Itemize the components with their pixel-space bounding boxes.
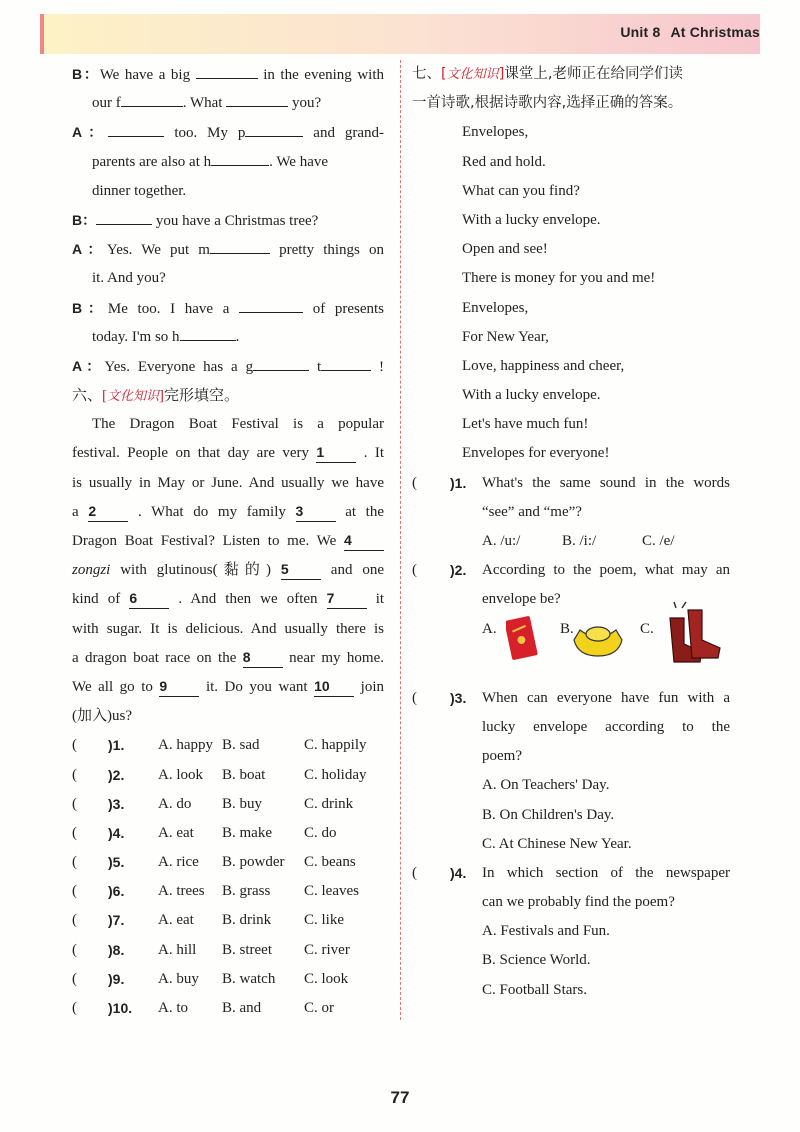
blank[interactable] [226, 89, 288, 107]
option-c[interactable]: C. drink [304, 795, 354, 812]
culture-tag: 文化知识 [446, 67, 499, 82]
option-c[interactable]: C. or [304, 1000, 334, 1016]
option-b[interactable]: B. and [222, 1000, 262, 1016]
poem-line: Envelopes for everyone! [462, 445, 610, 462]
red-envelope-icon [506, 616, 538, 661]
blank[interactable] [108, 119, 164, 137]
passage-line: The Dragon Boat Festival is a popular [92, 416, 384, 433]
question-line: envelope be? [482, 591, 561, 608]
option-b[interactable]: B. On Children's Day. [482, 806, 615, 823]
dialogue-line: A：Yes. We put m pretty things on [72, 235, 384, 264]
question-line: can we probably find the poem? [482, 894, 675, 911]
poem-line: With a lucky envelope. [462, 211, 601, 228]
cloze-blank-8[interactable]: 8 [243, 649, 283, 668]
dialogue-line: today. I'm so h . [72, 323, 384, 352]
passage-line: We all go to 9 it. Do you want 10 join [72, 677, 385, 695]
unit-label: Unit 8 [620, 24, 661, 40]
option-a[interactable]: A. buy [158, 970, 199, 987]
right-column [412, 60, 730, 1005]
question-4: ( )4. In which section of the newspaper [412, 864, 730, 881]
passage-line: is usually in May or June. And usually we have [72, 474, 384, 491]
option-c[interactable]: C. At Chinese New Year. [482, 835, 632, 852]
cloze-blank-4[interactable]: 4 [344, 532, 384, 551]
dialogue-line: A：Yes. Everyone has a g t ! [72, 352, 384, 381]
poem-line: Let's have much fun! [462, 416, 589, 433]
blank[interactable] [180, 323, 236, 341]
blank[interactable] [239, 295, 303, 313]
blank[interactable] [211, 148, 269, 166]
poem [412, 118, 730, 468]
dialogue-line: it. And you? [92, 270, 166, 287]
option-a[interactable]: A. do [158, 795, 192, 812]
cloze-blank-9[interactable]: 9 [159, 678, 199, 697]
cloze-option-row: ( )3. A. do B. buy C. drink [72, 790, 384, 819]
option-a[interactable]: A. to [158, 1000, 188, 1016]
option-b[interactable]: B. [560, 620, 574, 637]
unit-header [620, 24, 760, 40]
cloze-option-row: ( )5. A. rice B. powder C. beans [72, 848, 384, 877]
poem-line: Love, happiness and cheer, [462, 357, 625, 374]
question-3: ( )3. When can everyone have fun with a [412, 689, 730, 706]
option-c[interactable]: C. holiday [304, 766, 367, 783]
left-column [72, 60, 384, 1023]
gold-ingot-icon [574, 627, 622, 656]
section-7-heading: 七、[文化知识]课堂上,老师正在给同学们读 [412, 66, 683, 82]
poem-line: Envelopes, [462, 124, 529, 141]
option-b[interactable]: B. sad [222, 737, 260, 754]
cloze-options [72, 731, 384, 1023]
blank[interactable] [210, 236, 270, 254]
cloze-option-row: ( )9. A. buy B. watch C. look [72, 965, 384, 994]
dialogue-line: dinner together. [92, 182, 187, 199]
section-6-heading: 六、[文化知识]完形填空。 [72, 388, 240, 405]
option-a[interactable]: A. hill [158, 941, 197, 958]
answer-options [412, 527, 730, 556]
poem-line: What can you find? [462, 182, 580, 199]
cloze-option-row: ( )8. A. hill B. street C. river [72, 936, 384, 965]
blank[interactable] [321, 353, 371, 371]
option-a[interactable]: A. eat [158, 824, 194, 841]
option-a[interactable]: A. On Teachers' Day. [482, 777, 610, 794]
option-c[interactable]: C. look [304, 970, 349, 987]
option-b[interactable]: B. street [222, 941, 272, 958]
cloze-blank-5[interactable]: 5 [281, 561, 321, 580]
option-b[interactable]: B. Science World. [482, 952, 591, 969]
page-number: 77 [390, 1088, 410, 1107]
option-a[interactable]: A. rice [158, 854, 199, 871]
option-b[interactable]: B. /i:/ [562, 533, 597, 549]
passage-line: a 2 . What do my family 3 at the [72, 502, 385, 520]
unit-title-text: At Christmas [670, 24, 760, 40]
option-a[interactable]: A. happy [158, 737, 213, 754]
option-c[interactable]: C. /e/ [642, 533, 675, 549]
cloze-blank-7[interactable]: 7 [327, 590, 367, 609]
q2-pictures [506, 600, 736, 670]
dialogue-line: parents are also at h . We have [72, 148, 384, 177]
option-b[interactable]: B. drink [222, 912, 272, 929]
blank[interactable] [245, 119, 303, 137]
passage-line: a dragon boat race on the 8 near my home. [72, 648, 384, 666]
option-a[interactable]: A. trees [158, 883, 205, 900]
question-1: ( )1. What's the same sound in the words [412, 474, 730, 491]
blank[interactable] [96, 207, 152, 225]
cloze-blank-3[interactable]: 3 [296, 503, 336, 522]
dialogue-line: our f . What you? [72, 89, 384, 118]
dialogue-line: B：Me too. I have a of presents [72, 294, 384, 323]
option-b[interactable]: B. buy [222, 795, 263, 812]
option-c[interactable]: C. [640, 620, 654, 637]
poem-line: Envelopes, [462, 299, 529, 316]
dialogue-line: A： too. My p and grand- [72, 118, 384, 147]
cloze-blank-1[interactable]: 1 [316, 444, 356, 463]
question-2: ( )2. According to the poem, what may an [412, 562, 730, 579]
question-line: lucky envelope according to the [482, 718, 730, 735]
culture-tag: 文化知识 [107, 388, 160, 404]
option-b[interactable]: B. watch [222, 970, 276, 987]
question-line: poem? [482, 748, 522, 765]
option-a[interactable]: A. eat [158, 912, 194, 929]
poem-line: There is money for you and me! [462, 270, 656, 287]
section-7-intro: 一首诗歌,根据诗歌内容,选择正确的答案。 [412, 95, 683, 112]
cloze-blank-6[interactable]: 6 [129, 590, 169, 609]
cloze-option-row: ( )7. A. eat B. drink C. like [72, 906, 384, 935]
cloze-option-row: ( )1. A. happy B. sad C. happily [72, 731, 384, 760]
dialogue-line: B： you have a Christmas tree? [72, 206, 384, 235]
option-b[interactable]: B. grass [222, 883, 271, 900]
cloze-option-row: ( )2. A. look B. boat C. holiday [72, 761, 384, 790]
option-c[interactable]: C. leaves [304, 883, 359, 900]
option-a[interactable]: A. [482, 620, 497, 637]
cloze-blank-10[interactable]: 10 [314, 678, 354, 697]
poem-line: Open and see! [462, 241, 548, 258]
option-c[interactable]: C. like [304, 912, 344, 929]
passage-line: (加入)us? [72, 708, 132, 725]
passage-line: kind of 6 . And then we often 7 it [72, 590, 385, 608]
option-b[interactable]: B. make [222, 824, 272, 841]
option-b[interactable]: B. boat [222, 766, 266, 783]
red-boots-icon [670, 602, 720, 662]
option-a[interactable]: A. /u:/ [482, 533, 521, 549]
option-c[interactable]: C. Football Stars. [482, 981, 588, 998]
cloze-option-row: ( )4. A. eat B. make C. do [72, 819, 384, 848]
blank[interactable] [253, 353, 309, 371]
option-c[interactable]: C. river [304, 941, 350, 958]
q2-picture-set [506, 600, 736, 670]
cloze-blank-2[interactable]: 2 [88, 503, 128, 522]
column-divider [400, 60, 401, 1020]
option-c[interactable]: C. happily [304, 737, 367, 754]
passage-line: with sugar. It is delicious. And usually there is [72, 620, 384, 637]
question-line: “see” and “me”? [482, 503, 582, 520]
passage-line: zongzi with glutinous(黏的) 5 and one [72, 561, 384, 579]
blank[interactable] [121, 89, 183, 107]
option-c[interactable]: C. do [304, 824, 337, 841]
poem-line: With a lucky envelope. [462, 387, 601, 404]
dialogue-line: B：We have a big in the evening with [72, 60, 384, 89]
option-b[interactable]: B. powder [222, 854, 285, 871]
option-c[interactable]: C. beans [304, 854, 356, 871]
cloze-option-row: ( )6. A. trees B. grass C. leaves [72, 877, 384, 906]
poem-line: For New Year, [462, 328, 549, 345]
option-a[interactable]: A. look [158, 766, 203, 783]
cloze-option-row: ( )10. A. to B. and C. or [72, 994, 384, 1023]
passage-line: Dragon Boat Festival? Listen to me. We 4 [72, 527, 384, 556]
poem-line: Red and hold. [462, 153, 546, 170]
option-a[interactable]: A. Festivals and Fun. [482, 923, 610, 940]
passage-line: festival. People on that day are very 1 . It [72, 444, 384, 462]
blank[interactable] [196, 61, 258, 79]
